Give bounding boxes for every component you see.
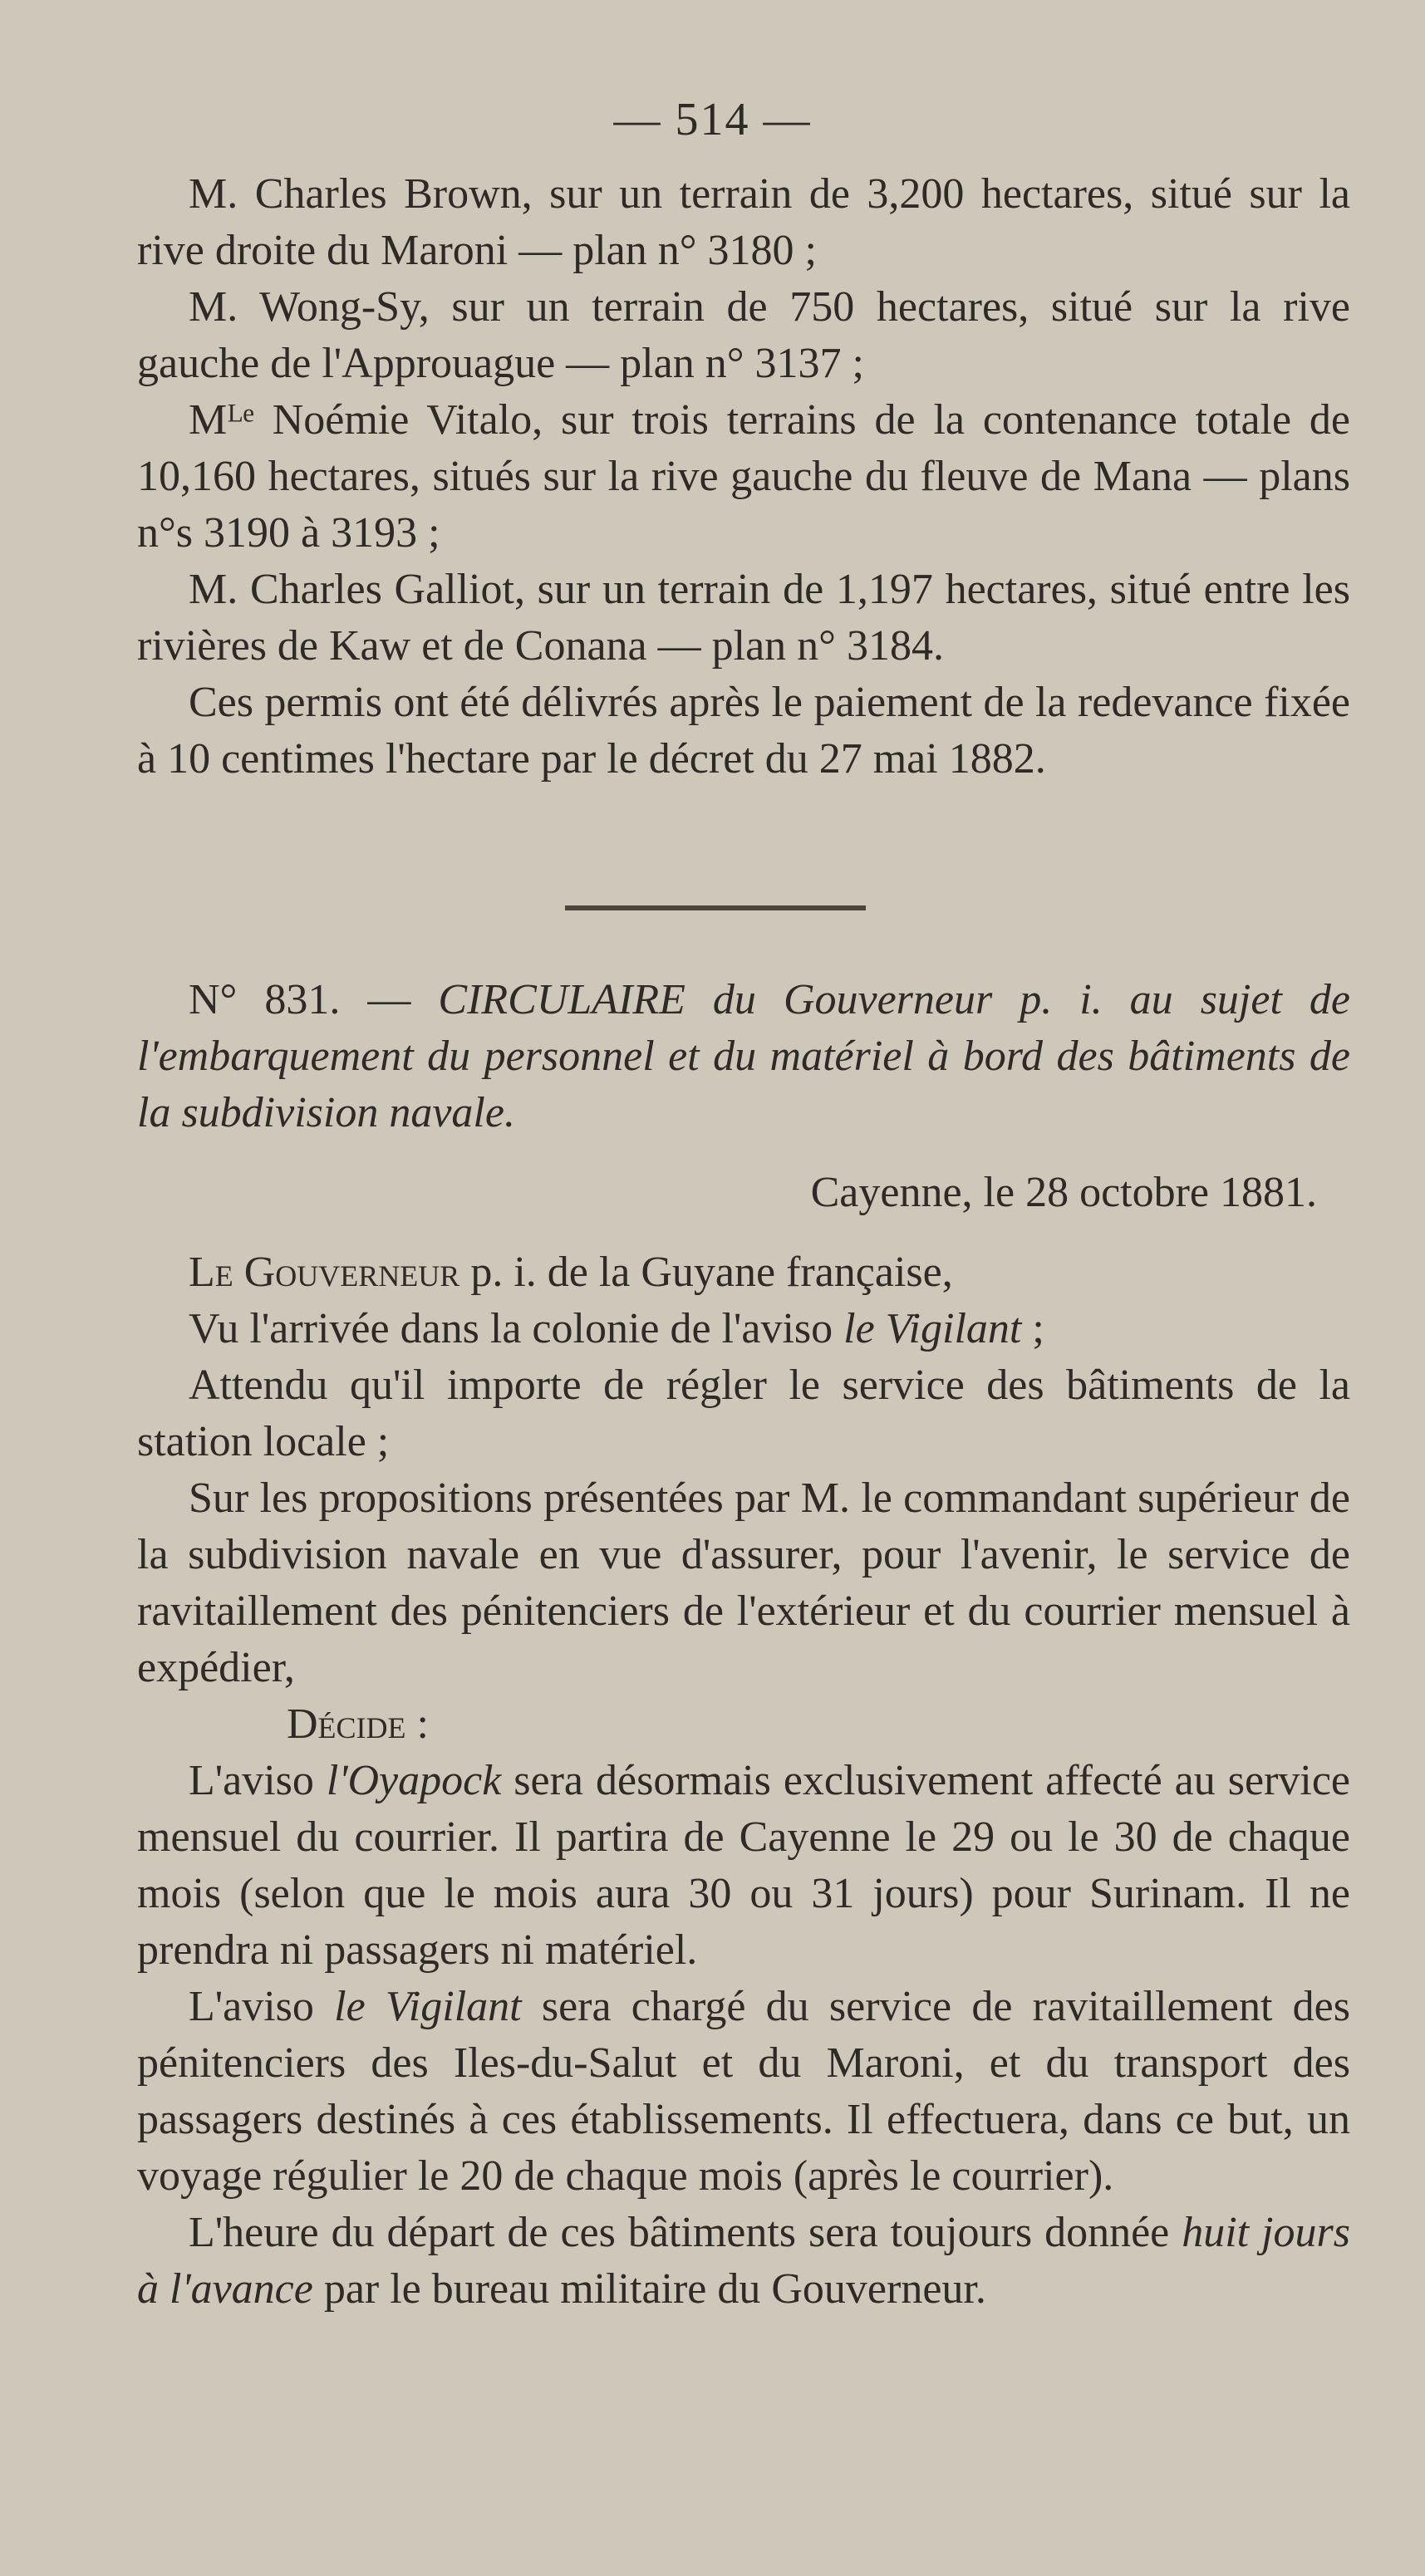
p3-text: L'heure du départ de ces bâtiments sera toujours donnée — [189, 2209, 1182, 2256]
p2-ship: le Vigilant — [334, 1983, 522, 2030]
vu-prefix: Vu l'arrivée dans la colonie de l'aviso — [189, 1305, 844, 1352]
decision-vigilant — [137, 1979, 1350, 2205]
p3-italic: huit jours à l'avance — [137, 2209, 1350, 2313]
circular-dash: — — [367, 976, 411, 1023]
p2-text: sera chargé du service de ravitaillement des pénitenciers des Iles-du-Salut et du Maroni, et du transport des passagers destinés à ces établissements. Il effectuera, dans ce but, un voyage régulier le 20 de chaque mois (après le courrier). — [137, 1983, 1350, 2200]
decision-departure — [137, 2205, 1350, 2318]
sur-clause: Sur les propositions présentées par M. le commandant supérieur de la subdivision navale en vue d'assurer, pour l'avenir, le service de ravitaillement des pénitenciers de l'extérieur et du courrier mensuel à expédier, — [137, 1474, 1350, 1691]
p1-ship: l'Oyapock — [326, 1757, 502, 1804]
vu-suffix: ; — [1021, 1305, 1044, 1352]
permits-note: Ces permis ont été délivrés après le paiement de la redevance fixée à 10 centimes l'hectare par le décret du 27 mai 1882. — [137, 679, 1350, 783]
decision-oyapock — [137, 1753, 1350, 1979]
permit-galliot: M. Charles Galliot, sur un terrain de 1,197 hectares, situé entre les rivières de Kaw et de Conana — plan n° 3184. — [137, 566, 1350, 670]
p2-prefix: L'aviso — [189, 1983, 335, 2030]
permit-wong-sy: M. Wong-Sy, sur un terrain de 750 hectares, situé sur la rive gauche de l'Approuague — plan n° 3137 ; — [137, 283, 1350, 387]
place-date: Cayenne, le 28 octobre 1881. — [810, 1169, 1317, 1216]
p1-text: sera désormais exclusivement affecté au service mensuel du courrier. Il partira de Cayenne le 29 ou le 30 de chaque mois (selon que le mois aura 30 ou 31 jours) pour Surinam. Il ne prendra ni passagers ni matériel. — [137, 1757, 1350, 1974]
p1-prefix: L'aviso — [189, 1757, 327, 1804]
permit-vitalo: Mᴸᵉ Noémie Vitalo, sur trois terrains de la contenance totale de 10,160 hectares, situés sur la rive gauche du fleuve de Mana — plans n°s 3190 à 3193 ; — [137, 396, 1350, 557]
authority-line — [137, 1244, 1350, 1301]
circular-title: CIRCULAIRE du Gouverneur p. i. au sujet de l'embarquement du personnel et du matériel à bord des bâtiments de la subdivision navale. — [137, 976, 1350, 1136]
attendu-clause: Attendu qu'il importe de régler le service des bâtiments de la station locale ; — [137, 1362, 1350, 1465]
circular-number: N° 831. — [189, 976, 341, 1023]
authority-title: Le Gouverneur — [189, 1249, 460, 1296]
authority-rest: p. i. de la Guyane française, — [459, 1249, 953, 1296]
p3-suffix: par le bureau militaire du Gouverneur. — [312, 2265, 986, 2313]
circular-section — [137, 972, 1350, 2318]
vu-ship: le Vigilant — [843, 1305, 1022, 1352]
page-number: — 514 — — [613, 94, 812, 145]
decide-heading: Décide : — [287, 1700, 429, 1748]
circular-heading — [137, 972, 1350, 1141]
permits-section — [137, 166, 1350, 788]
vu-clause — [137, 1301, 1350, 1357]
section-divider — [565, 905, 866, 910]
permit-brown: M. Charles Brown, sur un terrain de 3,200 hectares, situé sur la rive droite du Maroni — plan n° 3180 ; — [137, 170, 1350, 274]
